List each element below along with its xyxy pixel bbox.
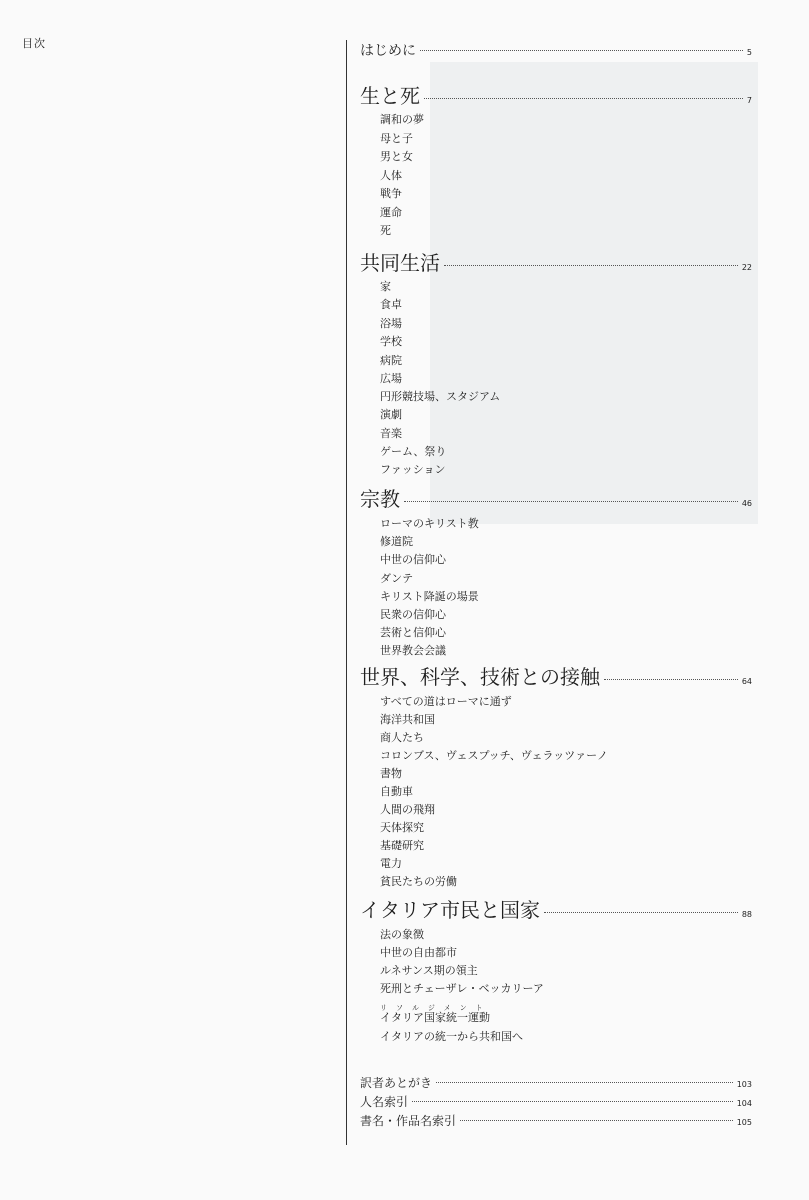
toc-subitem[interactable]: 円形競技場、スタジアム xyxy=(380,390,501,403)
leader-dots xyxy=(424,98,743,99)
toc-subitem[interactable]: 演劇 xyxy=(380,408,402,421)
toc-subitem[interactable]: 人間の飛翔 xyxy=(380,803,435,816)
page-number: 5 xyxy=(746,48,752,57)
entry-title: 訳者あとがき xyxy=(360,1076,433,1090)
toc-subitem[interactable]: 自動車 xyxy=(380,785,413,798)
toc-subitem[interactable]: 音楽 xyxy=(380,427,402,440)
toc-subitem[interactable]: 中世の信仰心 xyxy=(380,553,446,566)
toc-subitem[interactable]: 母と子 xyxy=(380,132,413,145)
page-number: 64 xyxy=(741,677,752,686)
toc-section-title[interactable] xyxy=(360,253,752,273)
page-heading: 目次 xyxy=(22,37,46,50)
section-title: イタリア市民と国家 xyxy=(360,898,540,922)
toc-subitem[interactable]: ルネサンス期の領主 xyxy=(380,964,478,977)
toc-subitem[interactable]: 病院 xyxy=(380,354,402,367)
toc-subitem[interactable]: すべての道はローマに通ず xyxy=(380,695,512,708)
entry-title: はじめに xyxy=(360,43,416,59)
page-number: 104 xyxy=(736,1099,752,1108)
toc-subitem[interactable]: ローマのキリスト教 xyxy=(380,517,479,530)
leader-dots xyxy=(460,1120,733,1121)
toc-subitem[interactable]: 食卓 xyxy=(380,298,402,311)
leader-dots xyxy=(604,679,738,680)
toc-subitem[interactable]: ファッション xyxy=(380,463,446,476)
vertical-rule xyxy=(346,40,347,1145)
leader-dots xyxy=(436,1082,733,1083)
toc-subitem[interactable]: 海洋共和国 xyxy=(380,713,435,726)
toc-subitem[interactable]: 運命 xyxy=(380,206,402,219)
toc-subitem[interactable]: ゲーム、祭り xyxy=(380,445,447,458)
toc-subitem[interactable]: 法の象徴 xyxy=(380,928,424,941)
toc-subitem[interactable]: 戦争 xyxy=(380,187,402,200)
toc-subitem[interactable]: 世界教会会議 xyxy=(380,644,446,657)
page-number: 105 xyxy=(736,1118,752,1127)
toc-subitem[interactable]: 調和の夢 xyxy=(380,113,424,126)
toc-subitem[interactable]: 人体 xyxy=(380,169,402,182)
toc-subitem[interactable]: 学校 xyxy=(380,335,402,348)
toc-subitem[interactable]: 基礎研究 xyxy=(380,839,424,852)
toc-entry-backmatter[interactable] xyxy=(360,1077,752,1089)
section-title: 生と死 xyxy=(360,84,420,108)
toc-entry-backmatter[interactable] xyxy=(360,1115,752,1127)
section-title: 宗教 xyxy=(360,487,400,511)
ruby-annotation: リソルジメント xyxy=(380,1004,492,1012)
toc-subitem[interactable]: 家 xyxy=(380,280,391,293)
page-number: 46 xyxy=(741,499,752,508)
toc-subitem[interactable]: 天体探究 xyxy=(380,821,424,834)
toc-subitem[interactable]: 死 xyxy=(380,224,391,237)
toc-section-title[interactable] xyxy=(360,489,752,509)
toc-subitem[interactable]: 中世の自由都市 xyxy=(380,946,457,959)
toc-section-title[interactable] xyxy=(360,900,752,920)
entry-title: 書名・作品名索引 xyxy=(360,1114,457,1128)
toc-subitem[interactable]: 男と女 xyxy=(380,150,413,163)
toc-subitem[interactable]: コロンブス、ヴェスプッチ、ヴェラッツァーノ xyxy=(380,749,608,762)
toc-section-title[interactable] xyxy=(360,86,752,106)
leader-dots xyxy=(412,1101,733,1102)
toc-subitem[interactable]: 浴場 xyxy=(380,317,402,330)
leader-dots xyxy=(444,265,738,266)
table-of-contents xyxy=(360,0,752,1200)
page-number: 7 xyxy=(746,96,752,105)
section-title: 世界、科学、技術との接触 xyxy=(360,665,600,689)
toc-section-title[interactable] xyxy=(360,667,752,687)
toc-subitem[interactable]: 死刑とチェーザレ・ベッカリーア xyxy=(380,982,544,995)
leader-dots xyxy=(420,50,743,51)
toc-subitem[interactable]: イタリア国家統一運動 xyxy=(380,1011,490,1024)
toc-subitem[interactable]: 貧民たちの労働 xyxy=(380,875,457,888)
section-title: 共同生活 xyxy=(360,251,440,275)
toc-subitem[interactable]: キリスト降誕の場景 xyxy=(380,590,479,603)
toc-entry-backmatter[interactable] xyxy=(360,1096,752,1108)
leader-dots xyxy=(404,501,738,502)
page-number: 103 xyxy=(736,1080,752,1089)
toc-subitem[interactable]: 広場 xyxy=(380,372,402,385)
toc-subitem[interactable]: 商人たち xyxy=(380,731,424,744)
toc-subitem[interactable]: イタリアの統一から共和国へ xyxy=(380,1030,523,1043)
toc-subitem[interactable]: 修道院 xyxy=(380,535,413,548)
toc-entry-intro[interactable] xyxy=(360,44,752,58)
toc-subitem[interactable]: 電力 xyxy=(380,857,402,870)
toc-subitem[interactable]: 書物 xyxy=(380,767,402,780)
toc-subitem[interactable]: 民衆の信仰心 xyxy=(380,608,446,621)
page-number: 22 xyxy=(741,263,752,272)
toc-subitem[interactable]: 芸術と信仰心 xyxy=(380,626,446,639)
entry-title: 人名索引 xyxy=(360,1095,409,1109)
toc-subitem[interactable]: ダンテ xyxy=(380,572,414,585)
page-number: 88 xyxy=(741,910,752,919)
leader-dots xyxy=(544,912,738,913)
